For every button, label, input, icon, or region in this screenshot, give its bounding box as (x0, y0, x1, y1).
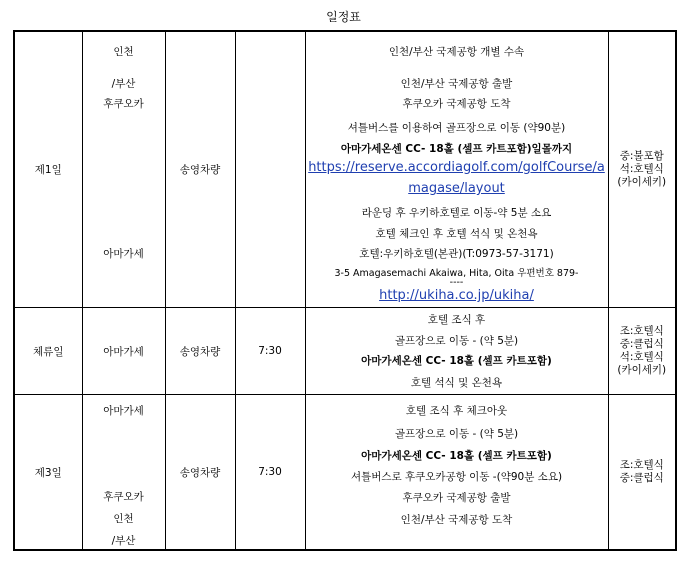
schedule-line: 아마가세온센 CC- 18홀 (셀프 카트포함)일몰까지 (340, 143, 573, 155)
meal-line: 조:호텔식 (619, 459, 664, 471)
place-label: 인천 (113, 513, 134, 525)
place-cell (82, 395, 165, 551)
schedule-line: 후쿠오카 국제공항 도착 (402, 98, 511, 110)
meal-line: (카이세키) (617, 176, 667, 188)
table-row (14, 31, 676, 308)
schedule-cell (305, 395, 608, 551)
transport-cell: 송영차량 (165, 308, 235, 395)
schedule-line: 후쿠오카 국제공항 출발 (402, 492, 511, 504)
time-cell: 7:30 (235, 395, 305, 551)
schedule-line: 인천/부산 국제공항 출발 (400, 78, 513, 90)
schedule-line: 호텔 체크인 후 호텔 석식 및 온천욕 (375, 228, 538, 240)
table-row (14, 395, 676, 551)
schedule-cell (305, 31, 608, 308)
transport-cell: 송영차량 (165, 395, 235, 551)
schedule-cell (305, 308, 608, 395)
place-label: 인천 (113, 46, 134, 58)
place-label: /부산 (111, 535, 136, 547)
place-label: 후쿠오카 (103, 491, 144, 503)
meals-cell (608, 31, 676, 308)
schedule-line: 호텔 조식 후 (427, 314, 486, 326)
meals-cell (608, 308, 676, 395)
course-link[interactable]: https://reserve.accordiagolf.com/golfCourse/a (308, 160, 605, 175)
place-label: 아마가세 (103, 405, 144, 417)
place-cell (82, 31, 165, 308)
day-cell: 체류일 (14, 308, 82, 395)
place-label: 아마가세 (103, 248, 144, 260)
meal-line: 중:불포함 (619, 150, 664, 162)
day-cell: 제3일 (14, 395, 82, 551)
schedule-line: 골프장으로 이동 - (약 5분) (394, 335, 519, 347)
day-cell: 제1일 (14, 31, 82, 308)
schedule-line: 인천/부산 국제공항 도착 (400, 514, 513, 526)
table-row (14, 308, 676, 395)
schedule-line: 아마가세온센 CC- 18홀 (셀프 카트포함) (361, 450, 552, 462)
meal-line: 석:호텔식 (619, 351, 664, 363)
itinerary-table (13, 30, 677, 551)
address-line: ---- (449, 277, 464, 288)
meal-line: (카이세키) (617, 364, 667, 376)
course-link[interactable]: magase/layout (408, 181, 505, 196)
schedule-line: 아마가세온센 CC- 18홀 (셀프 카트포함) (361, 355, 552, 367)
time-cell: 7:30 (235, 308, 305, 395)
schedule-line: 인천/부산 국제공항 개별 수속 (388, 46, 525, 58)
schedule-line: 골프장으로 이동 - (약 5분) (394, 428, 519, 440)
transport-cell: 송영차량 (165, 31, 235, 308)
hotel-line: 호텔:우키하호텔(본관)(T:0973-57-3171) (359, 248, 554, 260)
meal-line: 석:호텔식 (619, 163, 664, 175)
schedule-title: 일정표 (326, 10, 361, 24)
meal-line: 중:클럽식 (619, 338, 664, 350)
hotel-link[interactable]: http://ukiha.co.jp/ukiha/ (379, 288, 534, 303)
place-label: 후쿠오카 (103, 98, 144, 110)
meal-line: 중:클럽식 (619, 472, 664, 484)
address-line: 3-5 Amagasemachi Akaiwa, Hita, Oita 우편번호 879- (334, 268, 579, 279)
place-label: /부산 (111, 78, 136, 90)
schedule-line: 셔틀버스로 후쿠오카공항 이동 -(약90분 소요) (350, 471, 563, 483)
schedule-line: 호텔 조식 후 체크아웃 (405, 405, 508, 417)
meal-line: 조:호텔식 (619, 325, 664, 337)
schedule-line: 셔틀버스를 이용하여 골프장으로 이동 (약90분) (347, 122, 566, 134)
meals-cell (608, 395, 676, 551)
place-cell: 아마가세 (82, 308, 165, 395)
schedule-line: 라운딩 후 우키하호텔로 이동-약 5분 소요 (361, 207, 552, 219)
time-cell (235, 31, 305, 308)
schedule-line: 호텔 석식 및 온천욕 (410, 377, 503, 389)
